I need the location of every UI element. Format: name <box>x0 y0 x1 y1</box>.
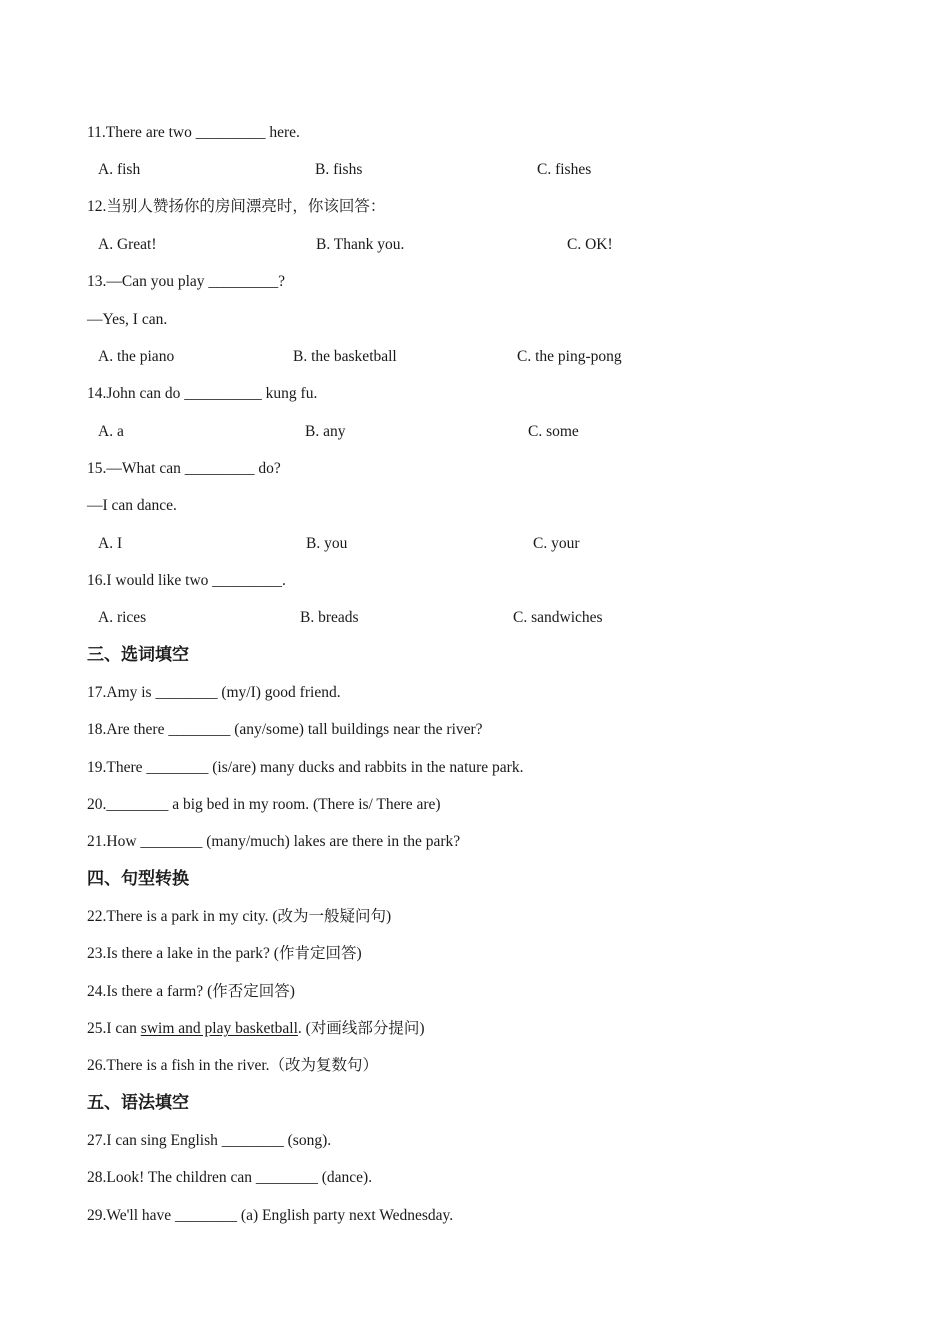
section-3-heading: 三、选词填空 <box>87 645 189 665</box>
q12-option-a: A. Great! <box>98 236 157 253</box>
q16-option-b: B. breads <box>300 609 359 626</box>
q15-answer: —I can dance. <box>87 497 177 514</box>
q25-underlined: swim and play basketball <box>140 1020 298 1037</box>
q13-option-b: B. the basketball <box>293 348 397 365</box>
question-26: 26.There is a fish in the river.（改为复数句） <box>87 1057 379 1074</box>
question-27: 27.I can sing English ________ (song). <box>87 1132 332 1149</box>
q15-option-b: B. you <box>306 535 348 552</box>
question-22: 22.There is a park in my city. (改为一般疑问句) <box>87 908 392 925</box>
q13-option-a: A. the piano <box>98 348 175 365</box>
section-4-heading: 四、句型转换 <box>87 869 189 889</box>
section-5-heading: 五、语法填空 <box>87 1093 189 1113</box>
question-14: 14.John can do __________ kung fu. <box>87 385 318 402</box>
q16-option-a: A. rices <box>98 609 147 626</box>
q25-suffix: . (对画线部分提问) <box>297 1020 425 1037</box>
question-11: 11.There are two _________ here. <box>87 124 300 141</box>
question-16: 16.I would like two _________. <box>87 572 286 589</box>
question-23: 23.Is there a lake in the park? (作肯定回答) <box>87 945 362 962</box>
question-19: 19.There ________ (is/are) many ducks and rabbits in the nature park. <box>87 759 524 776</box>
q13-option-c: C. the ping-pong <box>517 348 622 365</box>
q14-option-b: B. any <box>305 423 346 440</box>
question-21: 21.How ________ (many/much) lakes are there in the park? <box>87 833 461 850</box>
question-12: 12.当别人赞扬你的房间漂亮时，你该回答： <box>87 198 386 215</box>
question-25 <box>87 1019 425 1039</box>
question-17: 17.Amy is ________ (my/I) good friend. <box>87 684 341 701</box>
question-29: 29.We'll have ________ (a) English party next Wednesday. <box>87 1207 454 1224</box>
q11-option-b: B. fishs <box>315 161 363 178</box>
q12-option-b: B. Thank you. <box>316 236 405 253</box>
question-15: 15.—What can _________ do? <box>87 460 281 477</box>
q13-answer: —Yes, I can. <box>87 311 168 328</box>
question-24: 24.Is there a farm? (作否定回答) <box>87 983 295 1000</box>
question-28: 28.Look! The children can ________ (dance). <box>87 1169 373 1186</box>
question-13: 13.—Can you play _________? <box>87 273 286 290</box>
question-18: 18.Are there ________ (any/some) tall buildings near the river? <box>87 721 483 738</box>
q11-option-c: C. fishes <box>537 161 592 178</box>
q14-option-a: A. a <box>98 423 124 440</box>
q14-option-c: C. some <box>528 423 579 440</box>
q15-option-c: C. your <box>533 535 580 552</box>
q25-prefix: 25.I can <box>87 1020 141 1037</box>
q11-option-a: A. fish <box>98 161 141 178</box>
q16-option-c: C. sandwiches <box>513 609 603 626</box>
q15-option-a: A. I <box>98 535 123 552</box>
q12-option-c: C. OK! <box>567 236 613 253</box>
question-20: 20.________ a big bed in my room. (There is/ There are) <box>87 796 441 813</box>
